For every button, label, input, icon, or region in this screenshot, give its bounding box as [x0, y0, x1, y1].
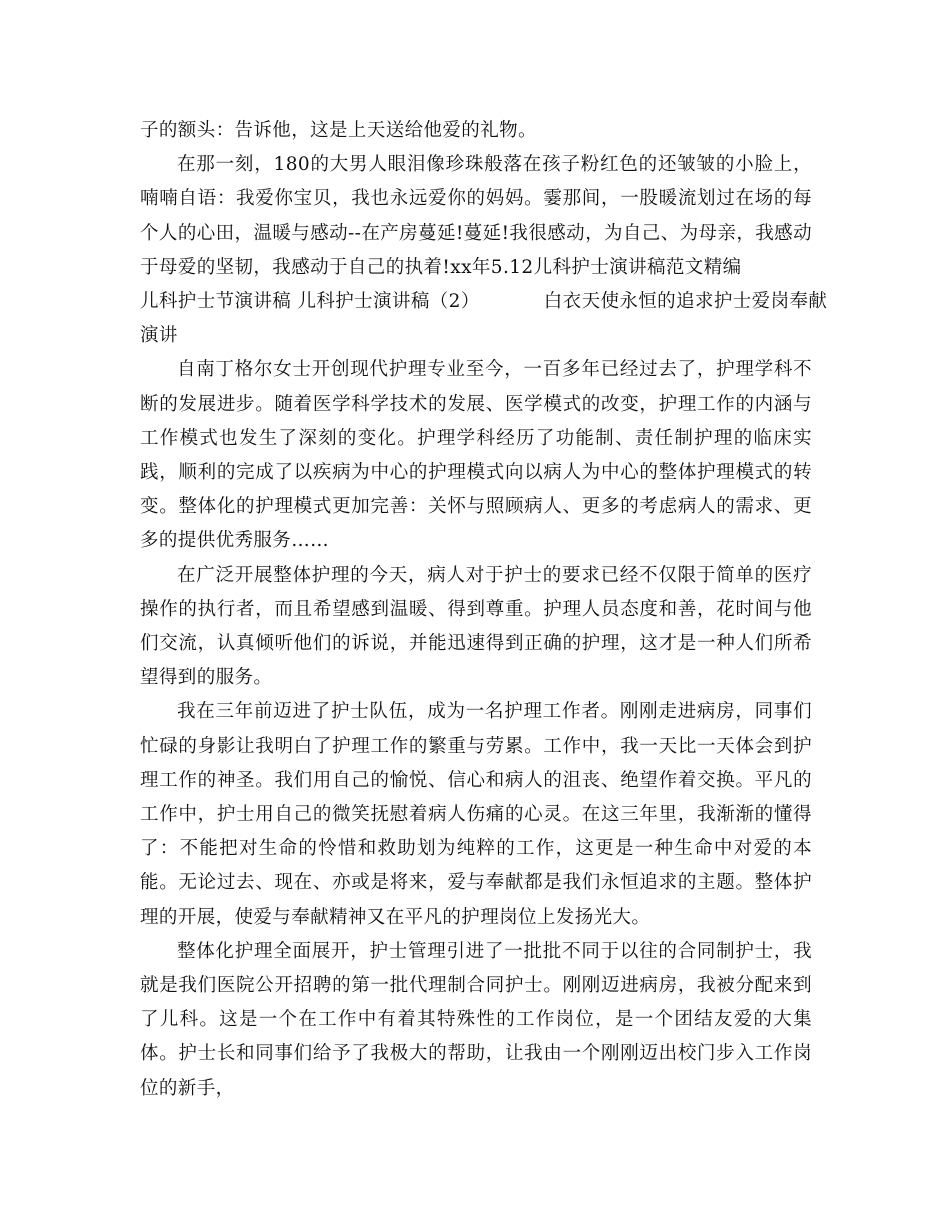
continued-paragraph: 子的额头：告诉他，这是上天送给他爱的礼物。: [140, 120, 537, 141]
heading-left: 儿科护士节演讲稿 儿科护士演讲稿（2）: [140, 291, 480, 313]
paragraph-4: 我在三年前迈进了护士队伍，成为一名护理工作者。刚刚走进病房，同事们忙碌的身影让我明白了护理工作的繁重与劳累。工作中，我一天比一天体会到护理工作的神圣。我们用自己的愉悦、信心和病人的沮丧、绝望作着交换。平凡的工作中，护士用自己的微笑抚慰着病人伤痛的心灵。在这三年里，我渐渐的懂得了：不能把对生命的怜惜和救助划为纯粹的工作，这更是一种生命中对爱的本能。无论过去、现在、亦或是将来，爱与奉献都是我们永恒追求的主题。整体护理的开展，使爱与奉献精神又在平凡的护理岗位上发扬光大。: [140, 701, 812, 928]
heading-right: 白衣天使永恒的追求护士爱岗奉献: [543, 291, 828, 313]
paragraph-1: 在那一刻，180的大男人眼泪像珍珠般落在孩子粉红色的还皱皱的小脸上，喃喃自语：我爱你宝贝，我也永远爱你的妈妈。霎那间，一股暖流划过在场的每个人的心田，温暖与感动--在产房蔓延!蔓延!我很感动，为自己、为母亲，我感动于母爱的坚韧，我感动于自己的执着!xx年5.12儿科护士演讲稿范文精编: [140, 154, 812, 278]
heading-tail: 演讲: [140, 325, 178, 347]
document-page: [140, 114, 828, 1106]
paragraph-5: 整体化护理全面展开，护士管理引进了一批批不同于以往的合同制护士，我就是我们医院公开招聘的第一批代理制合同护士。刚刚迈进病房，我被分配来到了儿科。这是一个在工作中有着其特殊性的工作岗位，是一个团结友爱的大集体。护士长和同事们给予了我极大的帮助，让我由一个刚刚迈出校门步入工作岗位的新手，: [140, 940, 812, 1099]
paragraph-3: 在广泛开展整体护理的今天，病人对于护士的要求已经不仅限于简单的医疗操作的执行者，而且希望感到温暖、得到尊重。护理人员态度和善，花时间与他们交流，认真倾听他们的诉说，并能迅速得到正确的护理，这才是一种人们所希望得到的服务。: [140, 564, 812, 689]
section-heading: [140, 285, 828, 319]
paragraph-2: 自南丁格尔女士开创现代护理专业至今，一百多年已经过去了，护理学科不断的发展进步。随着医学科学技术的发展、医学模式的改变，护理工作的内涵与工作模式也发生了深刻的变化。护理学科经历了功能制、责任制护理的临床实践，顺利的完成了以疾病为中心的护理模式向以病人为中心的整体护理模式的转变。整体化的护理模式更加完善：关怀与照顾病人、更多的考虑病人的需求、更多的提供优秀服务……: [140, 359, 812, 552]
